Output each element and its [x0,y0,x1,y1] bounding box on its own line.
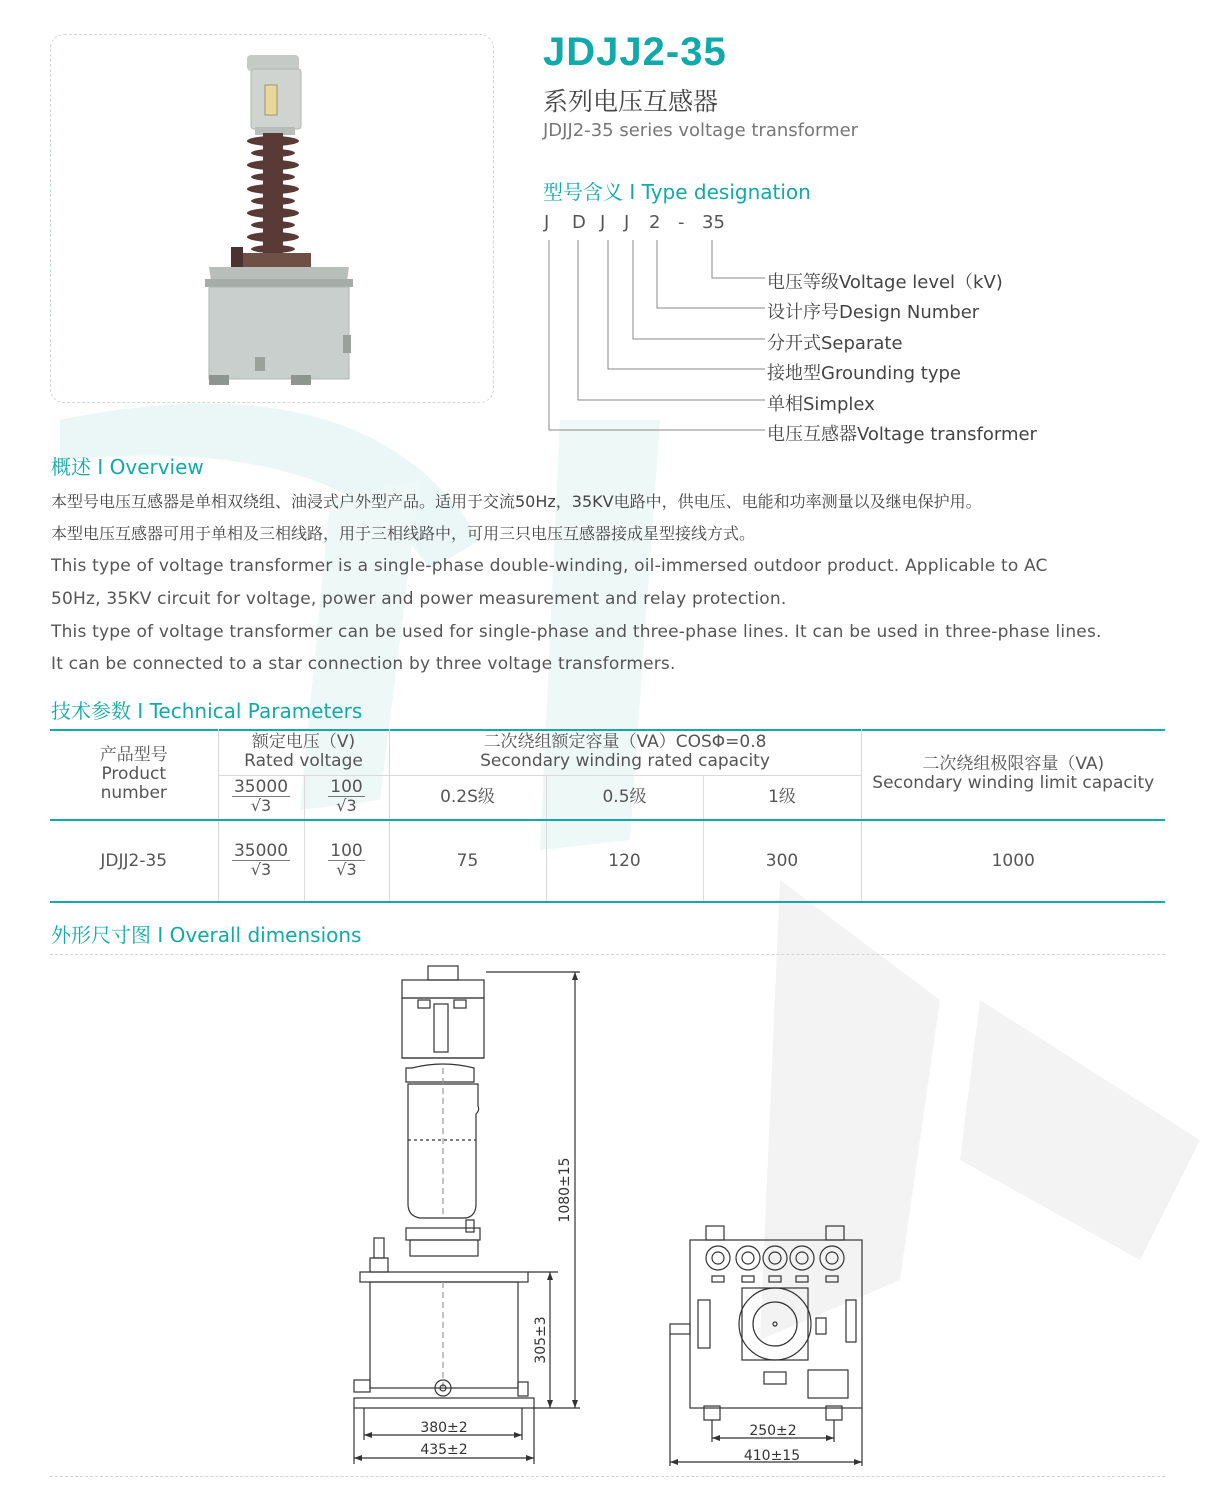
dim-height-base: 305±3 [533,1316,549,1364]
designation-leader-lines [540,236,770,436]
dim-width-inner: 380±2 [420,1420,468,1436]
header-capacity-en: Secondary winding rated capacity [480,750,770,771]
designation-label: 设计序号Design Number [767,302,980,323]
code-letter: J [600,212,606,233]
header-model-en: Product [101,763,167,784]
overview-en-line: It can be connected to a star connection by three voltage transformers. [51,654,676,674]
dim-top-outer: 410±15 [743,1448,801,1464]
divider [50,1476,1165,1477]
header-voltage-en: Rated voltage [244,750,363,771]
cell-limit: 1000 [861,821,1165,901]
params-heading: 技术参数 I Technical Parameters [51,699,363,723]
overview-cn-line: 本型号电压互感器是单相双绕组、油浸式户外型产品。适用于交流50Hz，35KV电路中，供电压、电能和功率测量以及继电保护用。 [51,492,982,511]
designation-label: 电压互感器Voltage transformer [767,424,1037,445]
product-photo [51,35,493,402]
frac-den: √3 [250,859,272,879]
overview-cn-line: 本型电压互感器可用于单相及三相线路，用于三相线路中，可用三只电压互感器接成星型接线方式。 [51,524,756,543]
dim-height-total: 1080±15 [557,1157,573,1223]
product-subtitle-cn: 系列电压互感器 [543,87,719,116]
dim-width-outer: 435±2 [420,1442,468,1458]
code-letter: D [572,212,586,233]
designation-label: 单相Simplex [767,394,875,415]
header-voltage [218,729,389,775]
header-limit-en: Secondary winding limit capacity [872,773,1155,793]
designation-label: 接地型Grounding type [767,363,961,384]
header-model [50,729,218,819]
overview-en-line: This type of voltage transformer is a single-phase double-winding, oil-immersed outdoor product. Applicable to AC [51,556,1048,576]
header-model-en: number [100,782,167,803]
cell-c3: 300 [703,821,861,901]
dim-top-inner: 250±2 [749,1423,797,1439]
header-v2 [304,775,389,819]
header-model-cn: 产品型号 [99,744,168,765]
product-photo-frame [50,34,494,403]
frac-num: 35000 [233,840,289,861]
code-letter: 35 [702,212,725,233]
header-limit-cn: 二次绕组极限容量（VA) [922,754,1105,774]
header-class: 1级 [703,775,861,819]
overview-heading: 概述 I Overview [51,455,204,479]
params-table [50,729,1165,903]
frac-den: √3 [250,795,272,815]
overview-en-line: 50Hz, 35KV circuit for voltage, power and power measurement and relay protection. [51,589,787,609]
frac-den: √3 [336,795,357,815]
code-letter: - [678,212,685,233]
frac-num: 100 [330,840,363,861]
code-letter: J [624,212,630,233]
cell-model: JDJJ2-35 [100,850,168,871]
designation-label: 分开式Separate [767,333,903,354]
header-capacity [389,729,861,775]
table-bottom-rule [50,901,1165,903]
cell-c2: 120 [546,821,703,901]
designation-heading: 型号含义 I Type designation [543,180,811,204]
frac-num: 100 [330,776,363,797]
code-letter: J [544,212,550,233]
frac-num: 35000 [233,776,289,797]
header-class: 0.2S级 [389,775,546,819]
cell-v2 [304,821,389,901]
overview-en-line: This type of voltage transformer can be used for single-phase and three-phase lines. It can be used in three-phase lines. [51,622,1102,642]
frac-den: √3 [336,859,357,879]
dimensions-heading: 外形尺寸图 I Overall dimensions [51,923,362,947]
table-row [50,821,1165,901]
side-view-drawing [340,964,600,1474]
code-letter: 2 [649,212,661,233]
product-subtitle-en: JDJJ2-35 series voltage transformer [543,120,859,141]
divider [50,954,1165,955]
product-title: JDJJ2-35 [543,30,727,74]
designation-label: 电压等级Voltage level（kV) [767,272,1003,293]
header-v1 [218,775,304,819]
cell-v1 [218,821,304,901]
header-limit [861,729,1165,819]
header-voltage-cn: 额定电压（V) [251,731,356,752]
header-class: 0.5级 [546,775,703,819]
cell-c1: 75 [389,821,546,901]
top-view-drawing [660,1220,880,1475]
header-capacity-cn: 二次绕组额定容量（VA）COSΦ=0.8 [483,731,767,752]
